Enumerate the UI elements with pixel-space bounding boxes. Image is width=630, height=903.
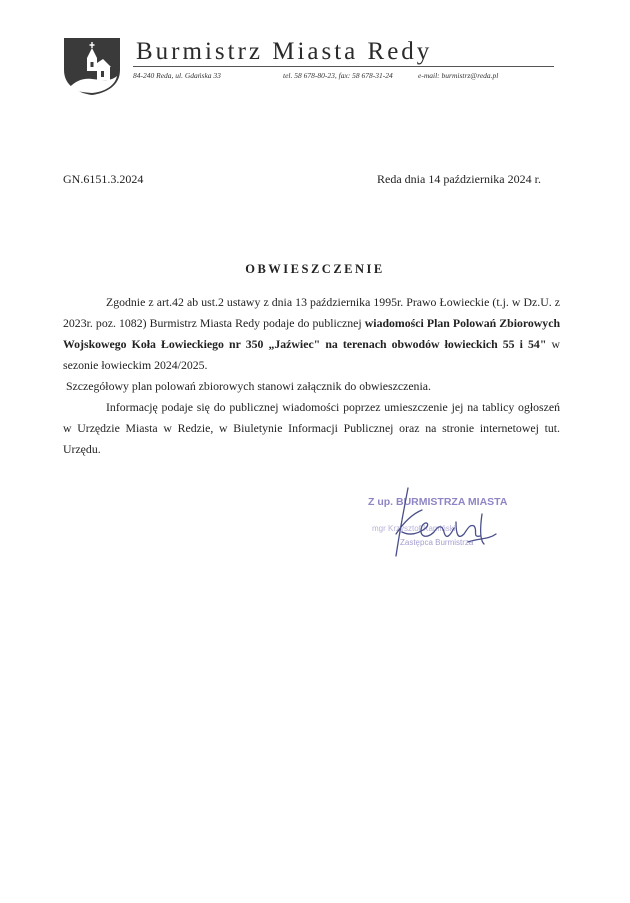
paragraph-2: Szczegółowy plan polowań zbiorowych stanowi załącznik do obwieszczenia. bbox=[66, 379, 431, 393]
letterhead-phone-fax: tel. 58 678-80-23, fax: 58 678-31-24 bbox=[283, 71, 393, 80]
letterhead-address: 84-240 Reda, ul. Gdańska 33 bbox=[133, 71, 221, 80]
document-reference: GN.6151.3.2024 bbox=[63, 172, 144, 186]
handwritten-signature bbox=[360, 484, 530, 574]
paragraph-3: Informację podaje się do publicznej wiadomości poprzez umieszczenie jej na tablicy ogłoszeń w Urzędzie Miasta w Redzie, w Biuletynie Informacji Publicznej oraz na stronie internetowej tut. Urzędu. bbox=[63, 400, 560, 456]
stamp-line-2: mgr Krzysztof Kamiński bbox=[372, 524, 456, 533]
place-date: Reda dnia 14 października 2024 r. bbox=[377, 172, 541, 186]
paragraph-1-text-c: w sezonie łowieckim 2024/2025. bbox=[63, 337, 561, 372]
paragraph-1-text-a: Zgodnie z art.42 ab ust.2 ustawy z dnia 13 października 1995r. Prawo Łowieckie (t.j. w Dz.U. z 2023r. poz. 1082) Burmistrz Miasta Redy podaje do publicznej bbox=[63, 295, 560, 330]
document-heading: OBWIESZCZENIE bbox=[245, 262, 385, 276]
official-stamp bbox=[360, 484, 530, 574]
letterhead-title: Burmistrz Miasta Redy bbox=[136, 38, 433, 65]
letterhead-divider bbox=[133, 66, 554, 67]
stamp-line-3: Zastępca Burmistrza bbox=[400, 538, 474, 547]
paragraph-1 bbox=[63, 292, 560, 376]
city-crest-logo bbox=[62, 36, 122, 96]
letterhead-email: e-mail: burmistrz@reda.pl bbox=[418, 71, 499, 80]
document-body bbox=[63, 292, 560, 460]
paragraph-1-bold: wiadomości Plan Polowań Zbiorowych Wojskowego Koła Łowieckiego nr 350 „Jaźwiec" na terenach obwodów łowieckich 55 i 54" bbox=[63, 316, 561, 351]
stamp-line-1: Z up. BURMISTRZA MIASTA bbox=[368, 496, 508, 508]
